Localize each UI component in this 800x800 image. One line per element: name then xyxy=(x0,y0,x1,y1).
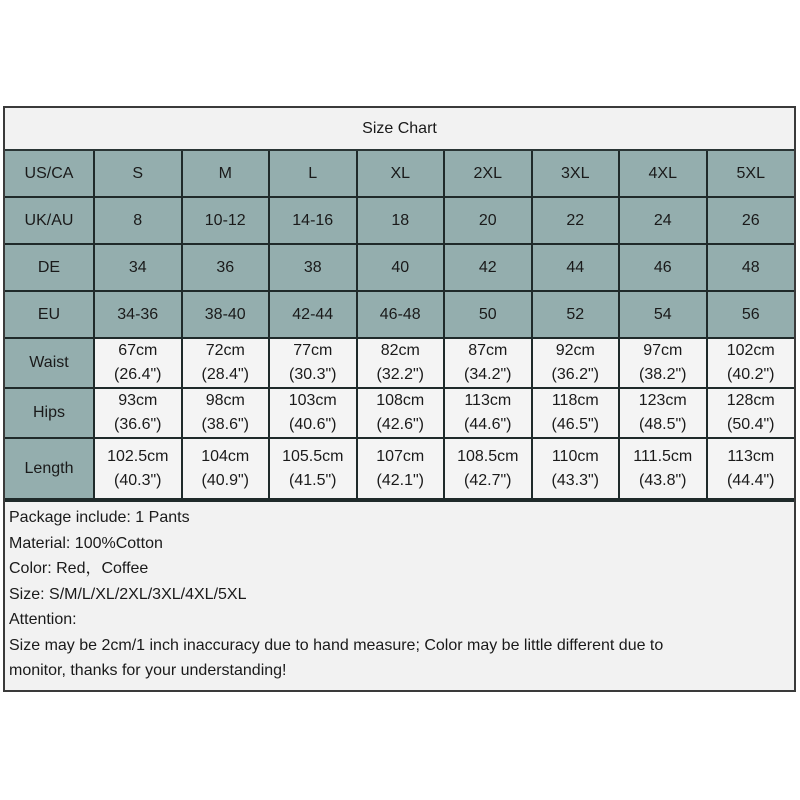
size-cell: 46 xyxy=(619,244,707,291)
row-waist xyxy=(5,338,794,388)
measure-cell: 98cm (38.6") xyxy=(182,388,270,438)
size-cell: M xyxy=(182,151,270,197)
size-cell: 44 xyxy=(532,244,620,291)
size-cell: 2XL xyxy=(444,151,532,197)
measure-cell: 104cm (40.9") xyxy=(182,438,270,499)
row-label: Waist xyxy=(5,338,94,388)
size-cell: 22 xyxy=(532,197,620,244)
measure-cell: 97cm (38.2") xyxy=(619,338,707,388)
measure-cell: 77cm (30.3") xyxy=(269,338,357,388)
size-cell: 52 xyxy=(532,291,620,338)
size-cell: 10-12 xyxy=(182,197,270,244)
measure-cell: 92cm (36.2") xyxy=(532,338,620,388)
size-cell: 42-44 xyxy=(269,291,357,338)
row-label: Hips xyxy=(5,388,94,438)
row-eu xyxy=(5,291,794,338)
measure-cell: 113cm (44.4") xyxy=(707,438,795,499)
size-cell: 34-36 xyxy=(94,291,182,338)
size-cell: 38-40 xyxy=(182,291,270,338)
measure-cell: 67cm (26.4") xyxy=(94,338,182,388)
measure-cell: 103cm (40.6") xyxy=(269,388,357,438)
row-label: EU xyxy=(5,291,94,338)
attention-text-line-2: monitor, thanks for your understanding! xyxy=(9,662,287,679)
chart-title: Size Chart xyxy=(5,108,794,151)
size-cell: 36 xyxy=(182,244,270,291)
size-cell: 56 xyxy=(707,291,795,338)
size-cell: 5XL xyxy=(707,151,795,197)
measure-cell: 102cm (40.2") xyxy=(707,338,795,388)
row-label: US/CA xyxy=(5,151,94,197)
size-cell: L xyxy=(269,151,357,197)
size-table xyxy=(5,151,794,500)
size-cell: S xyxy=(94,151,182,197)
measure-cell: 87cm (34.2") xyxy=(444,338,532,388)
product-notes xyxy=(5,500,794,690)
size-cell: 54 xyxy=(619,291,707,338)
size-cell: 48 xyxy=(707,244,795,291)
row-length xyxy=(5,438,794,499)
row-de xyxy=(5,244,794,291)
row-label: Length xyxy=(5,438,94,499)
row-uk-au xyxy=(5,197,794,244)
measure-cell: 93cm (36.6") xyxy=(94,388,182,438)
attention-text-line-1: Size may be 2cm/1 inch inaccuracy due to hand measure; Color may be little different due to xyxy=(9,636,664,654)
measure-cell: 108cm (42.6") xyxy=(357,388,445,438)
row-label: UK/AU xyxy=(5,197,94,244)
size-cell: 40 xyxy=(357,244,445,291)
size-note: Size: S/M/L/XL/2XL/3XL/4XL/5XL xyxy=(9,585,247,603)
measure-cell: 111.5cm (43.8") xyxy=(619,438,707,499)
size-cell: 42 xyxy=(444,244,532,291)
size-cell: 4XL xyxy=(619,151,707,197)
size-cell: 18 xyxy=(357,197,445,244)
measure-cell: 107cm (42.1") xyxy=(357,438,445,499)
measure-cell: 110cm (43.3") xyxy=(532,438,620,499)
row-us-ca xyxy=(5,151,794,197)
measure-cell: 113cm (44.6") xyxy=(444,388,532,438)
size-cell: XL xyxy=(357,151,445,197)
measure-cell: 108.5cm (42.7") xyxy=(444,438,532,499)
measure-cell: 102.5cm (40.3") xyxy=(94,438,182,499)
row-label: DE xyxy=(5,244,94,291)
size-cell: 24 xyxy=(619,197,707,244)
measure-cell: 72cm (28.4") xyxy=(182,338,270,388)
material-note: Material: 100%Cotton xyxy=(9,534,163,552)
size-cell: 50 xyxy=(444,291,532,338)
size-cell: 14-16 xyxy=(269,197,357,244)
row-hips xyxy=(5,388,794,438)
size-cell: 20 xyxy=(444,197,532,244)
color-note: Color: Red，Coffee xyxy=(9,560,149,577)
size-cell: 8 xyxy=(94,197,182,244)
size-cell: 26 xyxy=(707,197,795,244)
measure-cell: 123cm (48.5") xyxy=(619,388,707,438)
size-cell: 3XL xyxy=(532,151,620,197)
size-cell: 46-48 xyxy=(357,291,445,338)
size-cell: 34 xyxy=(94,244,182,291)
size-cell: 38 xyxy=(269,244,357,291)
package-note: Package include: 1 Pants xyxy=(9,509,190,526)
measure-cell: 105.5cm (41.5") xyxy=(269,438,357,499)
size-chart xyxy=(3,106,796,692)
attention-heading: Attention: xyxy=(9,611,77,628)
measure-cell: 82cm (32.2") xyxy=(357,338,445,388)
measure-cell: 118cm (46.5") xyxy=(532,388,620,438)
measure-cell: 128cm (50.4") xyxy=(707,388,795,438)
